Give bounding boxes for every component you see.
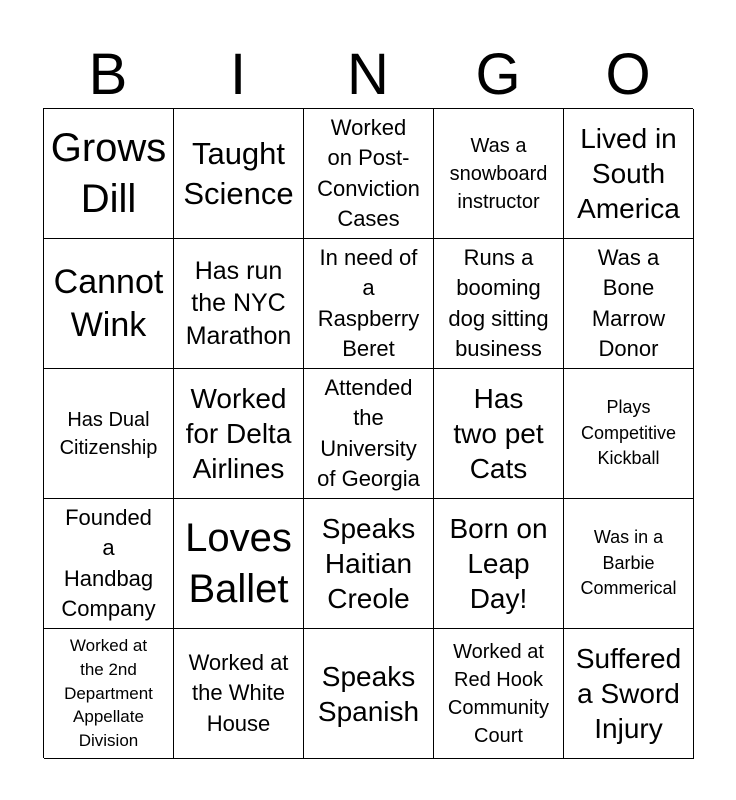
bingo-cell[interactable] — [564, 629, 694, 759]
bingo-cell[interactable] — [44, 369, 174, 499]
bingo-cell[interactable] — [564, 109, 694, 239]
bingo-card-grid — [43, 108, 693, 758]
bingo-cell-text: Was a snowboard instructor — [449, 134, 548, 213]
bingo-cell[interactable] — [434, 369, 564, 499]
bingo-cell-text: Worked at the 2nd Department Appellate Division — [64, 636, 153, 751]
bingo-cell[interactable] — [44, 239, 174, 369]
bingo-cell-text: Cannot Wink — [53, 263, 164, 344]
bingo-cell[interactable] — [44, 109, 174, 239]
bingo-cell-text: Has Dual Citizenship — [59, 408, 158, 459]
bingo-cell[interactable] — [434, 109, 564, 239]
bingo-cell[interactable] — [304, 239, 434, 369]
bingo-cell[interactable] — [174, 369, 304, 499]
bingo-cell-text: Born on Leap Day! — [449, 513, 548, 614]
bingo-cell[interactable] — [434, 499, 564, 629]
header-letter-g: G — [475, 42, 521, 107]
bingo-cell-text: Founded a Handbag Company — [61, 504, 156, 621]
bingo-cell[interactable] — [44, 629, 174, 759]
bingo-cell[interactable] — [174, 239, 304, 369]
bingo-cell[interactable] — [564, 369, 694, 499]
bingo-cell[interactable] — [434, 239, 564, 369]
header-letter-i: I — [229, 42, 247, 107]
bingo-cell-text: Worked for Delta Airlines — [185, 383, 292, 484]
bingo-cell-text: Worked on Post- Conviction Cases — [317, 114, 420, 231]
bingo-cell-text: Runs a booming dog sitting business — [448, 244, 549, 361]
bingo-cell-text: Loves Ballet — [185, 516, 292, 611]
bingo-cell[interactable] — [174, 109, 304, 239]
header-letter-o: O — [605, 42, 651, 107]
bingo-cell-text: Grows Dill — [50, 126, 167, 221]
bingo-cell-text: Lived in South America — [577, 123, 680, 224]
bingo-cell[interactable] — [434, 629, 564, 759]
bingo-cell-text: Speaks Spanish — [317, 660, 420, 727]
bingo-cell-text: Speaks Haitian Creole — [321, 513, 416, 614]
bingo-cell-text: Worked at Red Hook Community Court — [447, 640, 550, 747]
bingo-cell-text: Has two pet Cats — [453, 383, 544, 484]
bingo-cell[interactable] — [304, 109, 434, 239]
bingo-cell-text: Has run the NYC Marathon — [185, 256, 292, 350]
bingo-cell-text: Worked at the White House — [188, 649, 289, 736]
bingo-cell-text: Was a Bone Marrow Donor — [591, 244, 666, 361]
bingo-cell[interactable] — [174, 499, 304, 629]
bingo-cell-text: Attended the University of Georgia — [317, 374, 420, 491]
bingo-cell-text: In need of a Raspberry Beret — [317, 244, 420, 361]
bingo-cell[interactable] — [304, 369, 434, 499]
bingo-cell[interactable] — [564, 499, 694, 629]
bingo-cell-text: Suffered a Sword Injury — [575, 643, 682, 744]
header-letter-b: B — [88, 42, 128, 107]
bingo-cell[interactable] — [564, 239, 694, 369]
bingo-cell[interactable] — [304, 499, 434, 629]
bingo-cell-text: Was in a Barbie Commerical — [580, 527, 677, 599]
bingo-cell[interactable] — [174, 629, 304, 759]
bingo-cell[interactable] — [304, 629, 434, 759]
bingo-cell[interactable] — [44, 499, 174, 629]
bingo-cell-text: Taught Science — [183, 135, 294, 211]
bingo-cell-text: Plays Competitive Kickball — [580, 397, 677, 469]
bingo-header — [43, 40, 693, 108]
header-letter-n: N — [347, 42, 389, 107]
